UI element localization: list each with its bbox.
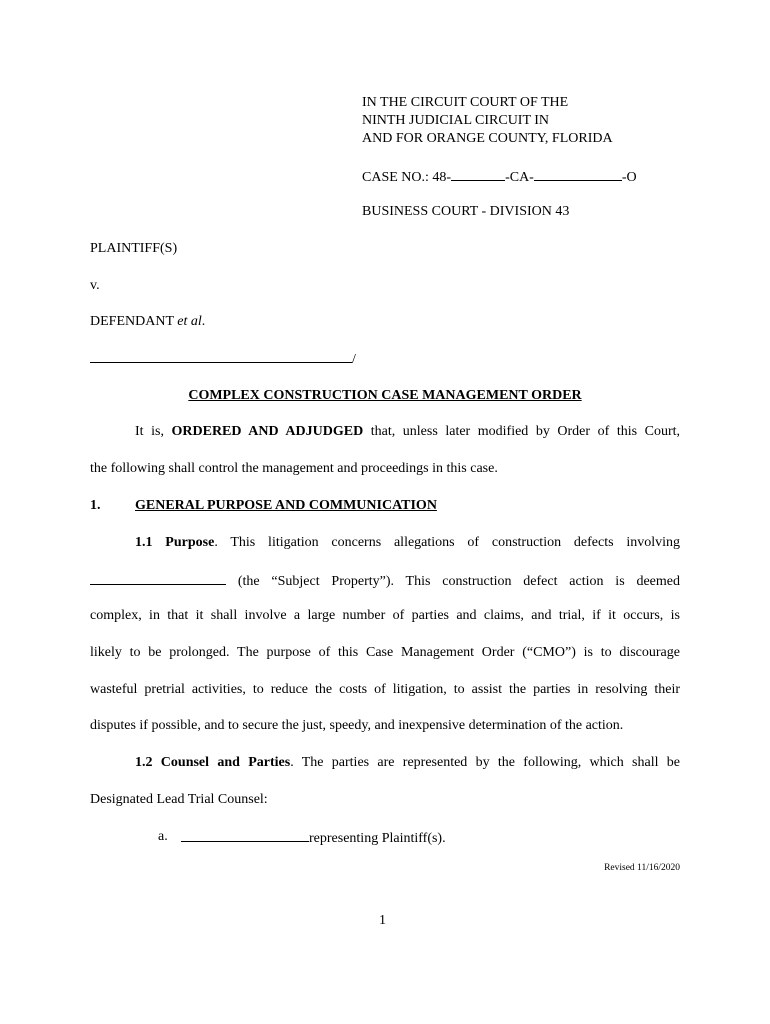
intro-line-1: [135, 424, 680, 440]
section-1-heading: GENERAL PURPOSE AND COMMUNICATION: [135, 498, 437, 513]
intro-line-2: the following shall control the management and proceedings in this case.: [90, 461, 498, 476]
court-name-line-3: AND FOR ORANGE COUNTY, FLORIDA: [362, 131, 613, 146]
counsel-label: 1.2 Counsel and Parties: [135, 755, 291, 770]
intro-rest: that, unless later modified by Order of this Court,: [363, 424, 680, 439]
purpose-line-1: [135, 535, 680, 551]
caption-closing-line: [90, 350, 356, 368]
counsel-line-2: Designated Lead Trial Counsel:: [90, 792, 268, 807]
subject-property-blank: [90, 572, 226, 585]
caption-signature-blank: [90, 350, 352, 363]
plaintiff-counsel-blank: [181, 829, 309, 842]
counsel-item-a-letter: a.: [158, 829, 168, 844]
defendant-period: .: [201, 314, 206, 329]
purpose-line-5: wasteful pretrial activities, to reduce the costs of litigation, to assist the parties in resolving their: [90, 682, 680, 697]
section-1-number: 1.: [90, 498, 101, 513]
purpose-line-2: [90, 572, 680, 590]
case-number-mid: -CA-: [505, 170, 534, 185]
revision-date: Revised 11/16/2020: [604, 863, 680, 873]
counsel-line-1-text: . The parties are represented by the following, which shall be: [290, 755, 680, 770]
court-name-line-1: IN THE CIRCUIT COURT OF THE: [362, 95, 569, 110]
case-number-label: CASE NO.: 48-: [362, 170, 452, 185]
division-line: BUSINESS COURT - DIVISION 43: [362, 204, 570, 219]
defendant-label: DEFENDANT: [90, 314, 178, 329]
counsel-item-a-text: representing Plaintiff(s).: [309, 831, 446, 846]
plaintiff-line: PLAINTIFF(S): [90, 241, 178, 256]
purpose-label: 1.1 Purpose: [135, 535, 215, 550]
counsel-line-1: [135, 755, 680, 771]
case-number: [362, 168, 637, 186]
order-title: COMPLEX CONSTRUCTION CASE MANAGEMENT ORDER: [188, 388, 582, 403]
defendant-line: [90, 314, 205, 330]
purpose-line-6: disputes if possible, and to secure the just, speedy, and inexpensive determination of the action.: [90, 718, 624, 733]
defendant-et-al: et al: [177, 314, 202, 329]
court-name-line-2: NINTH JUDICIAL CIRCUIT IN: [362, 113, 550, 128]
purpose-line-4: likely to be prolonged. The purpose of this Case Management Order (“CMO”) is to discourage: [90, 645, 680, 660]
purpose-line-1-text: . This litigation concerns allegations of construction defects involving: [214, 535, 680, 550]
case-number-blank-1: [451, 168, 505, 181]
caption-slash: /: [352, 352, 356, 367]
case-number-end: -O: [621, 170, 637, 185]
purpose-line-3: complex, in that it shall involve a large number of parties and claims, and trial, if it occurs, is: [90, 608, 680, 623]
intro-ordered-adjudged: ORDERED AND ADJUDGED: [171, 424, 364, 439]
purpose-line-2-text: (the “Subject Property”). This construction defect action is deemed: [226, 574, 680, 589]
page-number: 1: [379, 913, 386, 928]
case-number-blank-2: [534, 168, 622, 181]
versus-line: v.: [90, 278, 100, 293]
intro-lead: It is,: [135, 424, 172, 439]
counsel-item-a: [181, 829, 446, 847]
